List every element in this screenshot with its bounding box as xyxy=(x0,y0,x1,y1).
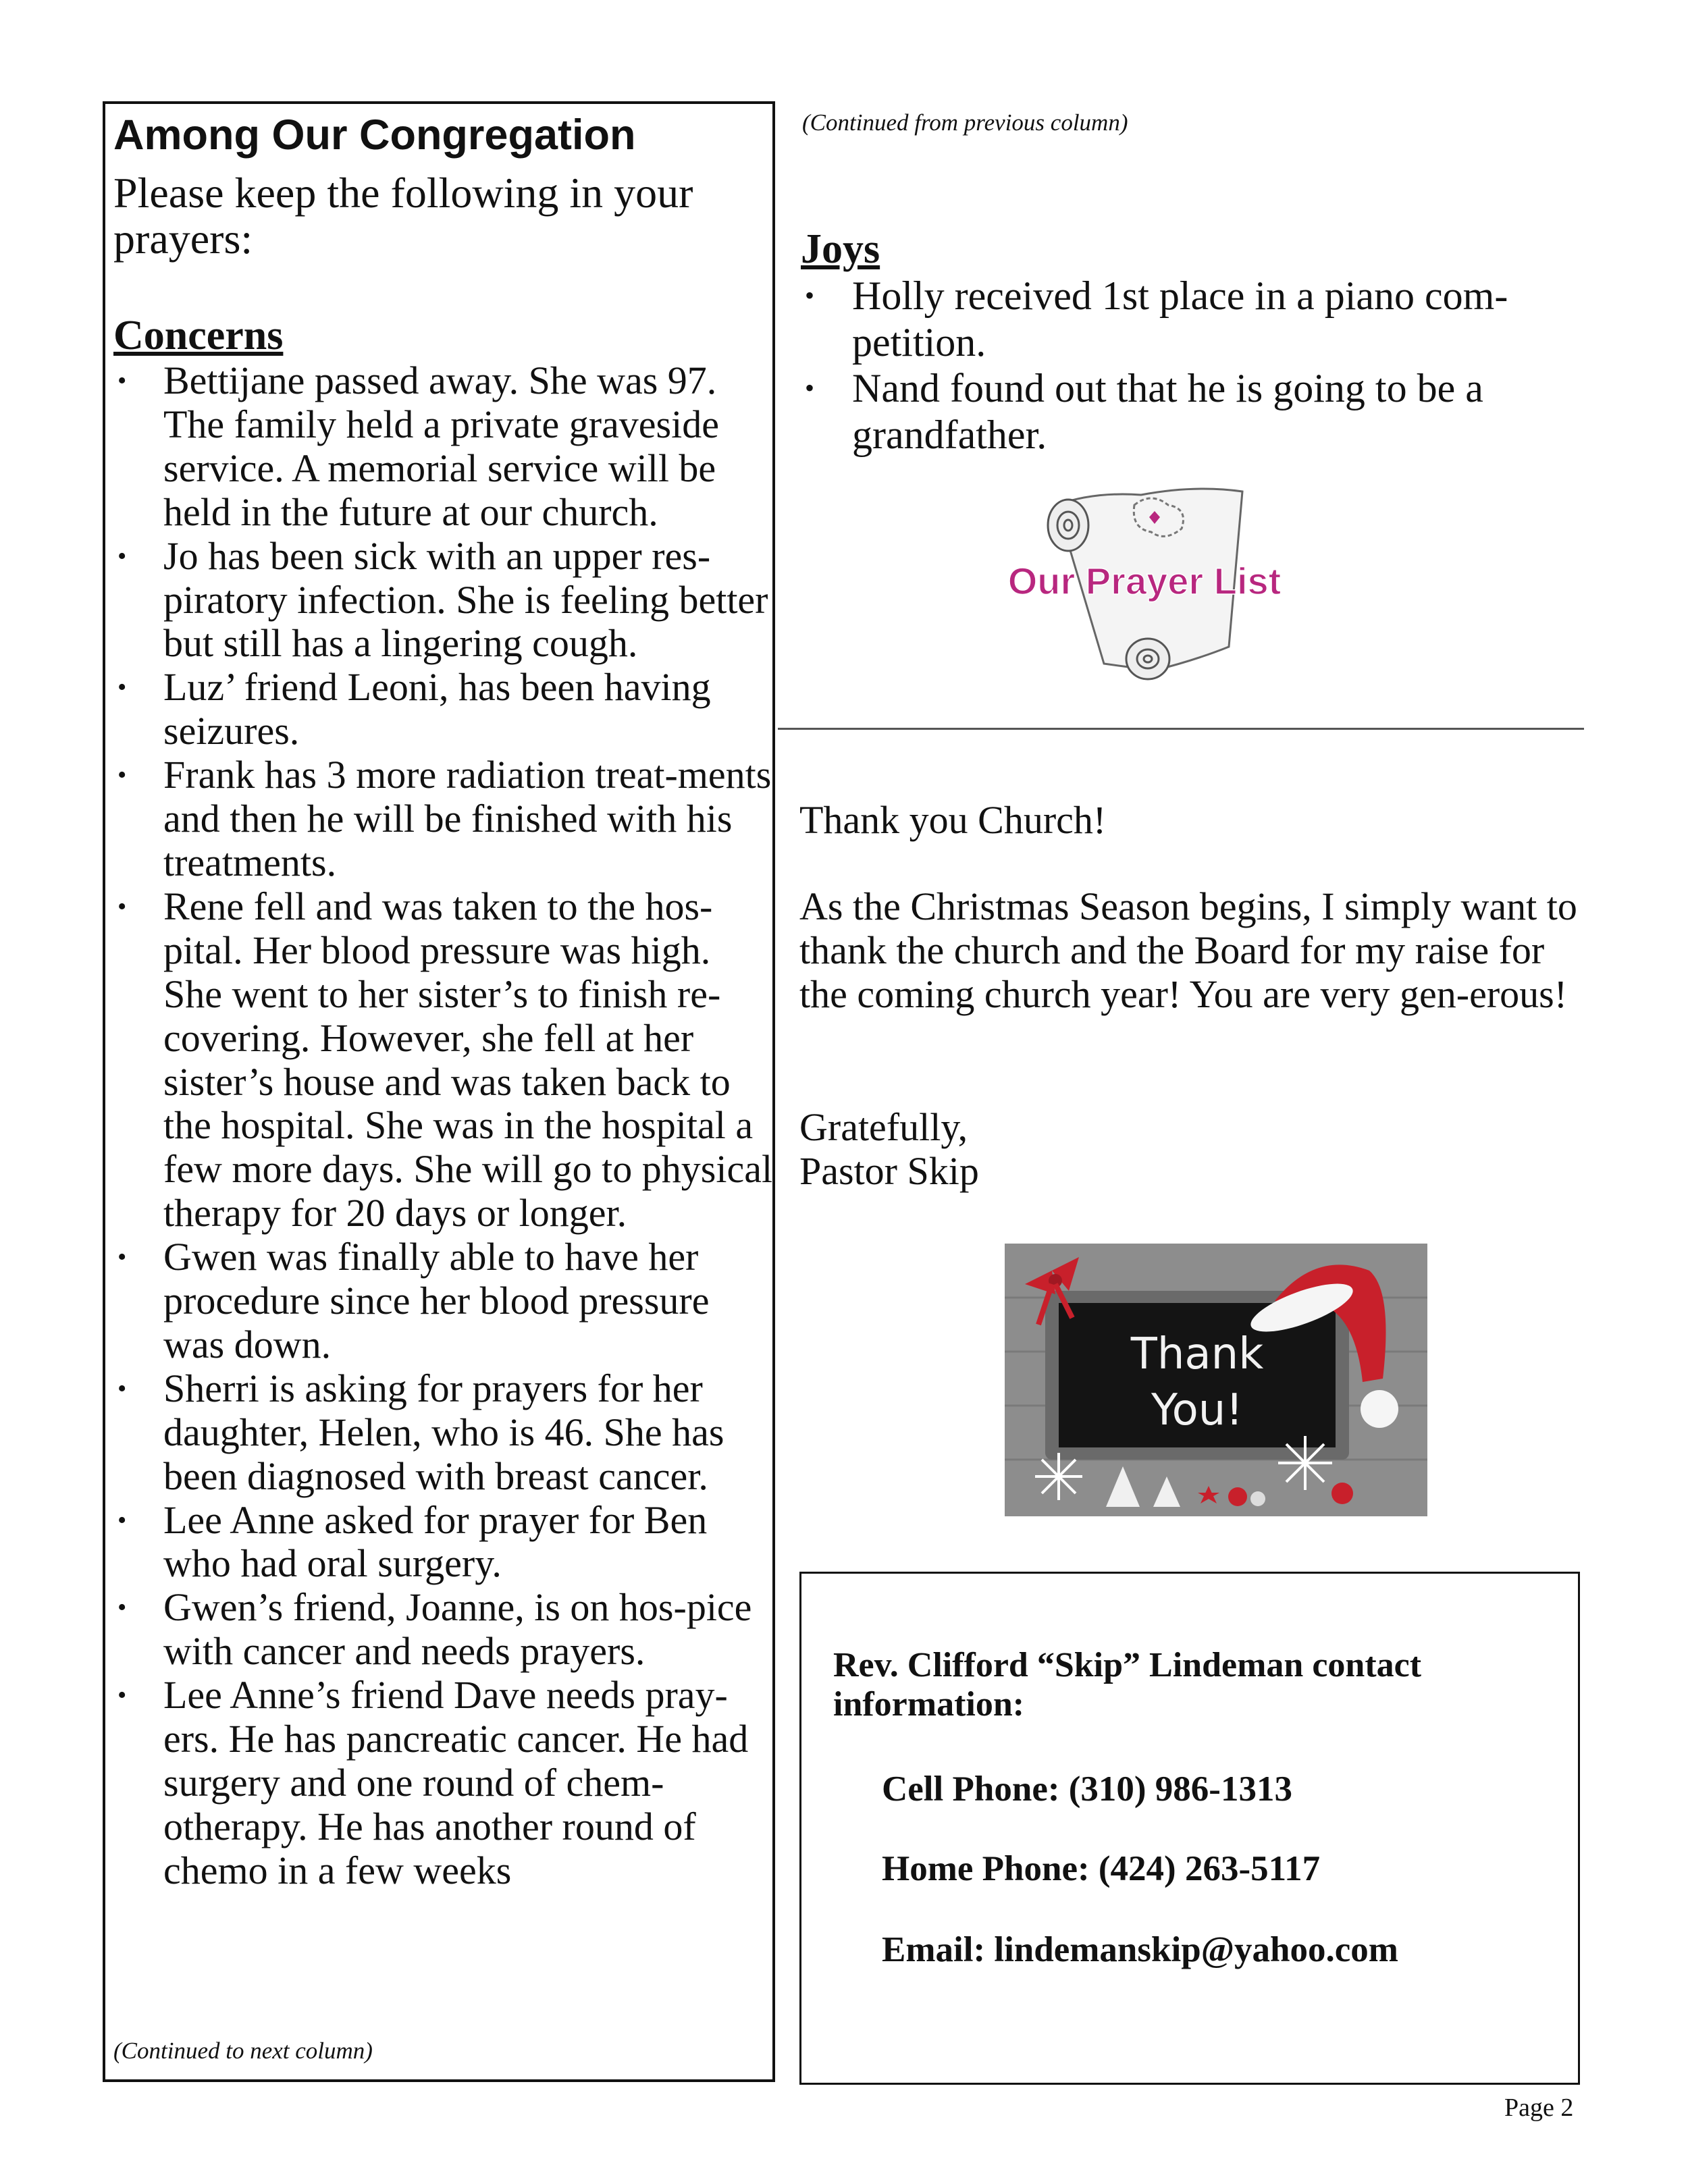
chalkboard-line-1: Thank xyxy=(1130,1329,1264,1379)
continued-from-previous-note: (Continued from previous column) xyxy=(802,109,1128,136)
continued-to-next-note: (Continued to next column) xyxy=(113,2037,373,2064)
thank-you-chalkboard-image xyxy=(1005,1244,1427,1516)
prayer-list-scroll-image xyxy=(993,478,1296,687)
list-item: • Jo has been sick with an upper res-piratory infection. She is feeling better but still has a lingering cough. xyxy=(113,535,775,666)
note-signature: Pastor Skip xyxy=(799,1149,979,1193)
page-number: Page 2 xyxy=(1504,2094,1574,2122)
concerns-heading: Concerns xyxy=(113,313,284,358)
contact-title: Rev. Clifford “Skip” Lindeman contact information: xyxy=(833,1646,1422,1724)
note-body: As the Christmas Season begins, I simply want to thank the church and the Board for my raise for the coming church year! You are very gen-erous! xyxy=(799,884,1577,1016)
list-item: • Bettijane passed away. She was 97. The family held a private graveside service. A memorial service will be held in the future at our church. xyxy=(113,359,775,535)
note-closing: Gratefully, xyxy=(799,1105,968,1149)
list-item: • Lee Anne’s friend Dave needs pray-ers. He has pancreatic cancer. He had surgery and one round of chem-otherapy. He has another round of chemo in a few weeks xyxy=(113,1674,775,1893)
contact-home-phone: Home Phone: (424) 263-5117 xyxy=(882,1849,1321,1888)
list-item: • Frank has 3 more radiation treat-ments and then he will be finished with his treatments. xyxy=(113,753,775,885)
list-item: • Gwen was finally able to have her procedure since her blood pressure was down. xyxy=(113,1235,775,1367)
concerns-list xyxy=(113,359,775,1893)
contact-cell-phone: Cell Phone: (310) 986-1313 xyxy=(882,1769,1292,1809)
note-greeting: Thank you Church! xyxy=(799,798,1107,842)
list-item: • Rene fell and was taken to the hos-pital. Her blood pressure was high. She went to her sister’s to finish re-covering. However, she fell at her sister’s house and was taken back to the hospital. She was in the hospital a few more days. She will go to physical therapy for 20 days or longer. xyxy=(113,885,775,1235)
list-item: • Gwen’s friend, Joanne, is on hos-pice with cancer and needs prayers. xyxy=(113,1586,775,1674)
joys-list xyxy=(801,273,1591,458)
prayer-list-image-text: Our Prayer List xyxy=(1007,560,1282,602)
list-item: • Lee Anne asked for prayer for Ben who had oral surgery. xyxy=(113,1499,775,1587)
contact-email: Email: lindemanskip@yahoo.com xyxy=(882,1930,1398,1969)
section-title: Among Our Congregation xyxy=(113,111,636,159)
list-item: • Sherri is asking for prayers for her daughter, Helen, who is 46. She has been diagnosed with breast cancer. xyxy=(113,1367,775,1499)
list-item: • Luz’ friend Leoni, has been having seizures. xyxy=(113,666,775,753)
intro-text: Please keep the following in your prayers: xyxy=(113,169,693,263)
list-item: • Holly received 1st place in a piano com-petition. xyxy=(801,273,1591,365)
joys-heading: Joys xyxy=(801,226,880,272)
chalkboard-line-2: You! xyxy=(1151,1385,1243,1435)
section-divider xyxy=(778,728,1584,730)
list-item: • Nand found out that he is going to be a grandfather. xyxy=(801,365,1591,458)
